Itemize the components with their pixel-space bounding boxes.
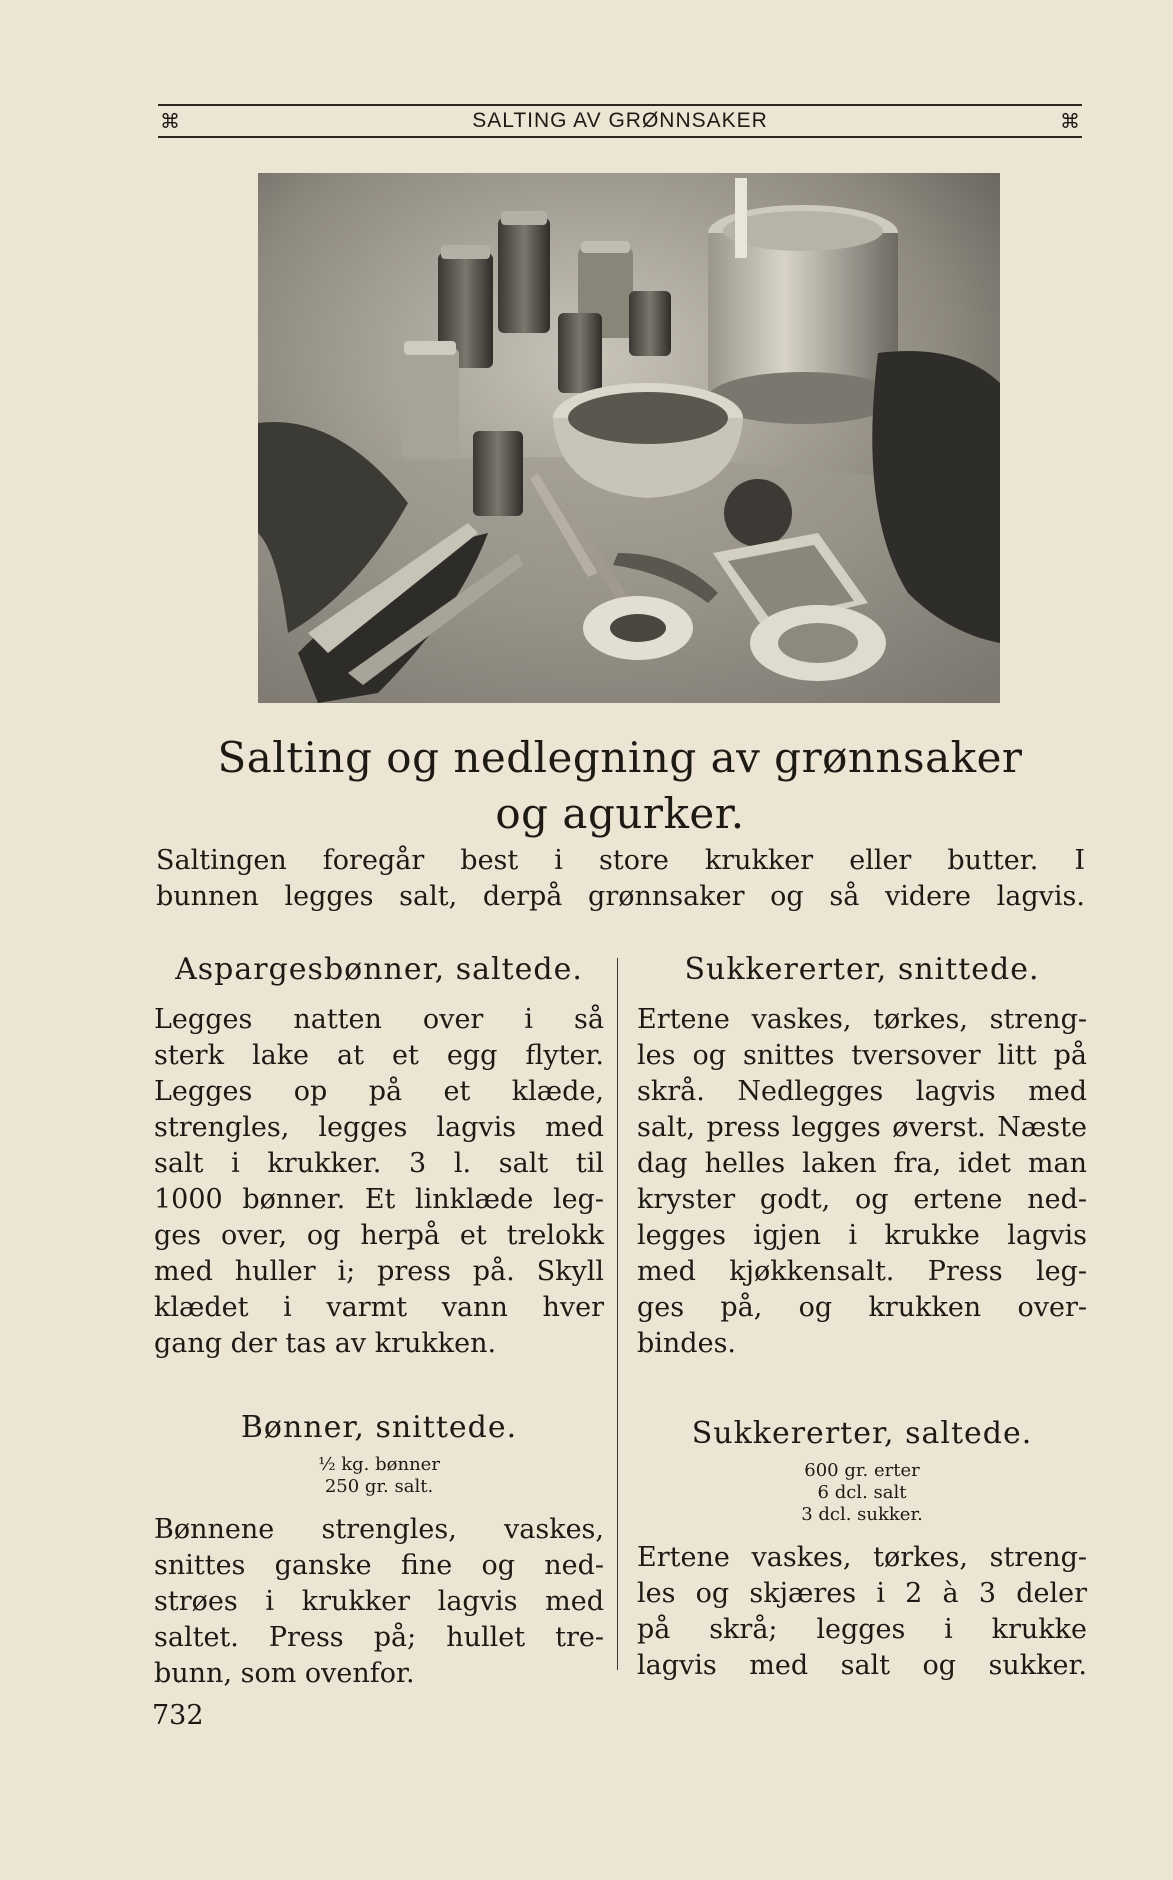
left-column [154,950,604,1692]
vegetables-photo-drawing [258,173,1000,703]
page-number: 732 [152,1700,204,1731]
aspargesbonner-text [154,1002,604,1362]
text-line: Ertene vaskes, tørkes, streng- [637,1542,1087,1573]
text-line: med huller i; press på. Skyll [154,1256,604,1287]
main-title-line-1: Salting og nedlegning av grønnsaker [217,733,1023,782]
text-line: gang der tas av krukken. [154,1328,497,1359]
sukkererter-saltede-text [637,1540,1087,1684]
bonner-snittede-text [154,1512,604,1692]
column-divider [617,958,618,1670]
text-line: salt i krukker. 3 l. salt til [154,1148,604,1179]
intro-paragraph [156,843,1085,915]
sukkererter-snittede-text [637,1002,1087,1362]
text-line: sterk lake at et egg flyter. [154,1040,604,1071]
text-line: strengles, legges lagvis med [154,1112,604,1143]
text-line: ges over, og herpå et trelokk [154,1220,604,1251]
text-line: lagvis med salt og sukker. [637,1650,1087,1681]
text-line: strøes i krukker lagvis med [154,1586,604,1617]
main-title-line-2: og agurker. [495,789,745,838]
text-line: Bønnene strengles, vaskes, [154,1514,604,1545]
bonner-snittede-ingredients [154,1454,604,1498]
text-line: snittes ganske fine og ned- [154,1550,604,1581]
ingredient-line: 3 dcl. sukker. [801,1504,923,1525]
right-column [637,950,1087,1684]
text-line: les og snittes tversover litt på [637,1040,1087,1071]
text-line: bindes. [637,1328,737,1359]
text-line: ges på, og krukken over- [637,1292,1087,1323]
ornament-left-icon: ⌘ [160,109,180,133]
text-line: les og skjæres i 2 à 3 deler [637,1578,1087,1609]
sukkererter-snittede-heading: Sukkererter, snittede. [684,952,1040,987]
ingredient-line: 6 dcl. salt [817,1482,907,1503]
intro-line-1: Saltingen foregår best i store krukker eller butter. I [156,845,1085,876]
ornament-right-icon: ⌘ [1060,109,1080,133]
sukkererter-saltede-heading: Sukkererter, saltede. [691,1416,1033,1451]
text-line: med kjøkkensalt. Press leg- [637,1256,1087,1287]
bonner-snittede-heading: Bønner, snittede. [240,1410,518,1445]
text-line: skrå. Nedlegges lagvis med [637,1076,1087,1107]
text-line: dag helles laken fra, idet man [637,1148,1087,1179]
running-head [158,104,1082,138]
ingredient-line: 250 gr. salt. [324,1476,434,1497]
ingredient-line: ½ kg. bønner [318,1454,440,1475]
text-line: kryster godt, og ertene ned- [637,1184,1087,1215]
text-line: legges igjen i krukke lagvis [637,1220,1087,1251]
main-title [150,730,1090,842]
intro-line-2: bunnen legges salt, derpå grønnsaker og så videre lagvis. [156,881,1085,912]
text-line: Legges op på et klæde, [154,1076,604,1107]
vegetables-photo [258,173,1000,703]
text-line: 1000 bønner. Et linklæde leg- [154,1184,604,1215]
aspargesbonner-heading: Aspargesbønner, saltede. [175,952,583,987]
text-line: saltet. Press på; hullet tre- [154,1622,604,1653]
text-line: Ertene vaskes, tørkes, streng- [637,1004,1087,1035]
sukkererter-saltede-ingredients [637,1460,1087,1526]
text-line: bunn, som ovenfor. [154,1658,415,1689]
text-line: Legges natten over i så [154,1004,604,1035]
ingredient-line: 600 gr. erter [804,1460,920,1481]
text-line: salt, press legges øverst. Næste [637,1112,1087,1143]
text-line: på skrå; legges i krukke [637,1614,1087,1645]
text-line: klædet i varmt vann hver [154,1292,604,1323]
running-head-title: SALTING AV GRØNNSAKER [472,109,768,132]
